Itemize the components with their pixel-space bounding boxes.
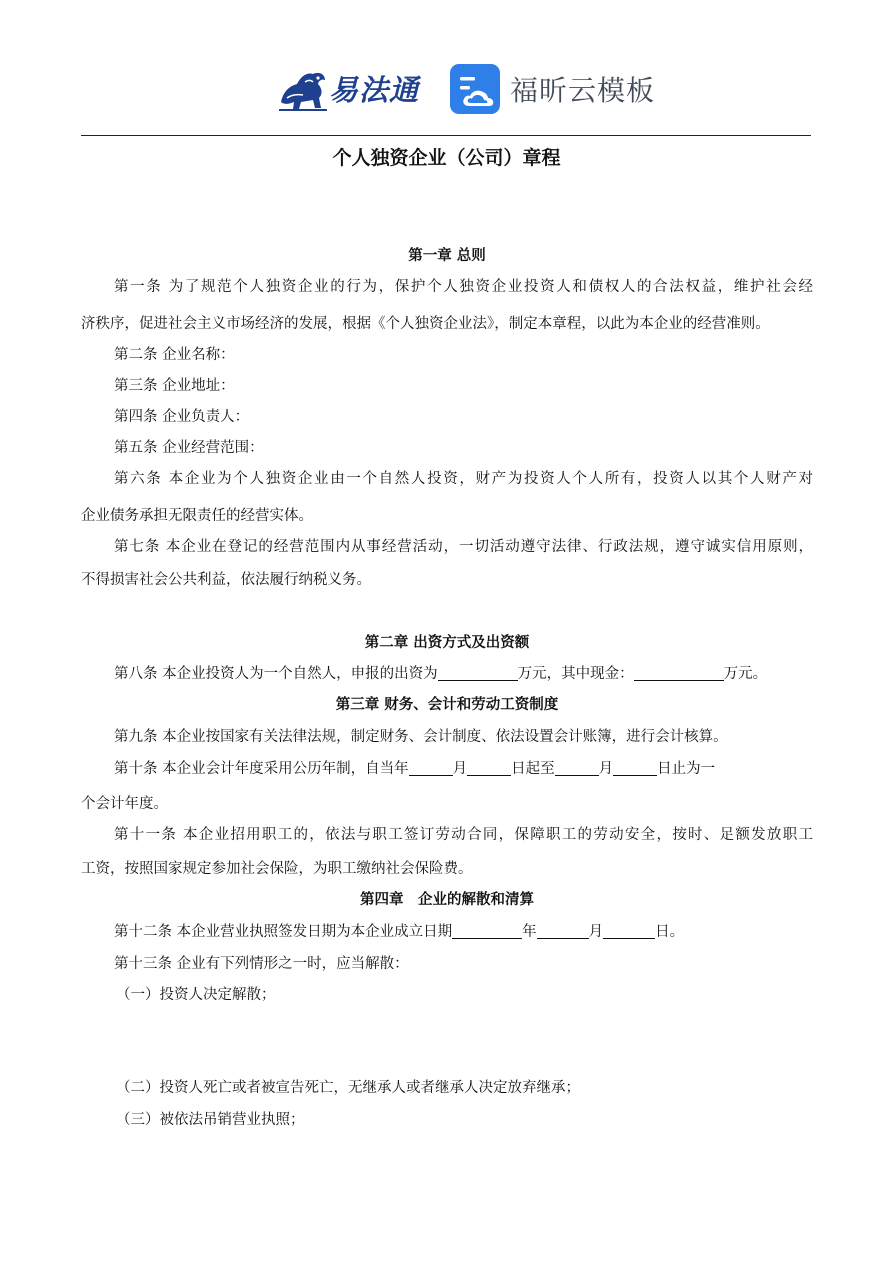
article-3: 第三条 企业地址： (114, 378, 235, 394)
capital-blank (438, 666, 518, 681)
list-item: （一）投资人决定解散； (116, 987, 276, 1003)
article-1-line-2: 济秩序，促进社会主义市场经济的发展，根据《个人独资企业法》，制定本章程，以此为本企业的经营准则。 (81, 316, 770, 332)
article-12 (114, 922, 684, 942)
month-blank (409, 761, 453, 776)
fuxin-cloud-template-logo (450, 64, 655, 114)
article-10-text-a: 第十条 本企业会计年度采用公历年制，自当年 (114, 761, 409, 777)
article-4: 第四条 企业负责人： (114, 409, 250, 425)
day-blank (467, 761, 511, 776)
yifatong-logo-text: 易法通 (329, 72, 420, 107)
article-9: 第九条 本企业按国家有关法律法规，制定财务、会计制度、依法设置会计账簿，进行会计核算。 (114, 729, 728, 745)
chapter-heading: 第四章 企业的解散和清算 (360, 892, 534, 908)
article-7-line-1: 第七条 本企业在登记的经营范围内从事经营活动，一切活动遵守法律、行政法规，遵守诚实信用原则， (114, 539, 813, 555)
article-10-line-2: 个会计年度。 (81, 796, 168, 812)
article-12-text-d: 日。 (655, 924, 685, 940)
header-divider (81, 135, 811, 136)
article-10-text-e: 日止为一 (657, 761, 716, 777)
article-10-text-b: 月 (452, 761, 468, 777)
article-13: 第十三条 企业有下列情形之一时，应当解散： (114, 956, 409, 972)
article-8-text-c: 万元。 (723, 666, 768, 682)
article-8 (114, 664, 767, 684)
article-10-text-c: 日起至 (511, 761, 555, 777)
article-12-text-b: 年 (522, 924, 537, 940)
month-blank (537, 924, 589, 939)
chapter-heading: 第一章 总则 (408, 248, 486, 264)
qilin-icon (275, 62, 331, 114)
month-blank (555, 761, 599, 776)
document-title: 个人独资企业（公司）章程 (332, 147, 561, 169)
article-8-text-b: 万元，其中现金： (517, 666, 634, 682)
article-6-line-2: 企业债务承担无限责任的经营实体。 (81, 508, 313, 524)
chapter-heading: 第二章 出资方式及出资额 (364, 635, 530, 651)
day-blank (613, 761, 657, 776)
article-7-line-2: 不得损害社会公共利益，依法履行纳税义务。 (81, 572, 371, 588)
year-blank (452, 924, 522, 939)
article-6-line-1: 第六条 本企业为个人独资企业由一个自然人投资，财产为投资人个人所有，投资人以其个人财产对 (114, 471, 813, 487)
document-cloud-icon (450, 64, 500, 114)
article-5: 第五条 企业经营范围： (114, 440, 264, 456)
list-item: （二）投资人死亡或者被宣告死亡，无继承人或者继承人决定放弃继承； (116, 1080, 580, 1096)
yifatong-logo (275, 62, 419, 114)
fuxin-logo-text: 福昕云模板 (510, 74, 656, 107)
day-blank (603, 924, 655, 939)
article-12-text-c: 月 (588, 924, 604, 940)
article-11-line-2: 工资，按照国家规定参加社会保险，为职工缴纳社会保险费。 (81, 861, 473, 877)
article-12-text-a: 第十二条 本企业营业执照签发日期为本企业成立日期 (114, 924, 453, 940)
document-header (0, 58, 893, 128)
chapter-heading: 第三章 财务、会计和劳动工资制度 (335, 697, 559, 713)
article-1-line-1: 第一条 为了规范个人独资企业的行为，保护个人独资企业投资人和债权人的合法权益，维护社会经 (114, 279, 813, 295)
article-8-text-a: 第八条 本企业投资人为一个自然人，申报的出资为 (114, 666, 438, 682)
article-11-line-1: 第十一条 本企业招用职工的，依法与职工签订劳动合同，保障职工的劳动安全，按时、足额发放职工 (114, 827, 813, 843)
article-10-line-1 (114, 759, 715, 779)
article-10-text-d: 月 (598, 761, 614, 777)
list-item: （三）被依法吊销营业执照； (116, 1112, 305, 1128)
cash-blank (634, 666, 724, 681)
article-2: 第二条 企业名称： (114, 347, 235, 363)
